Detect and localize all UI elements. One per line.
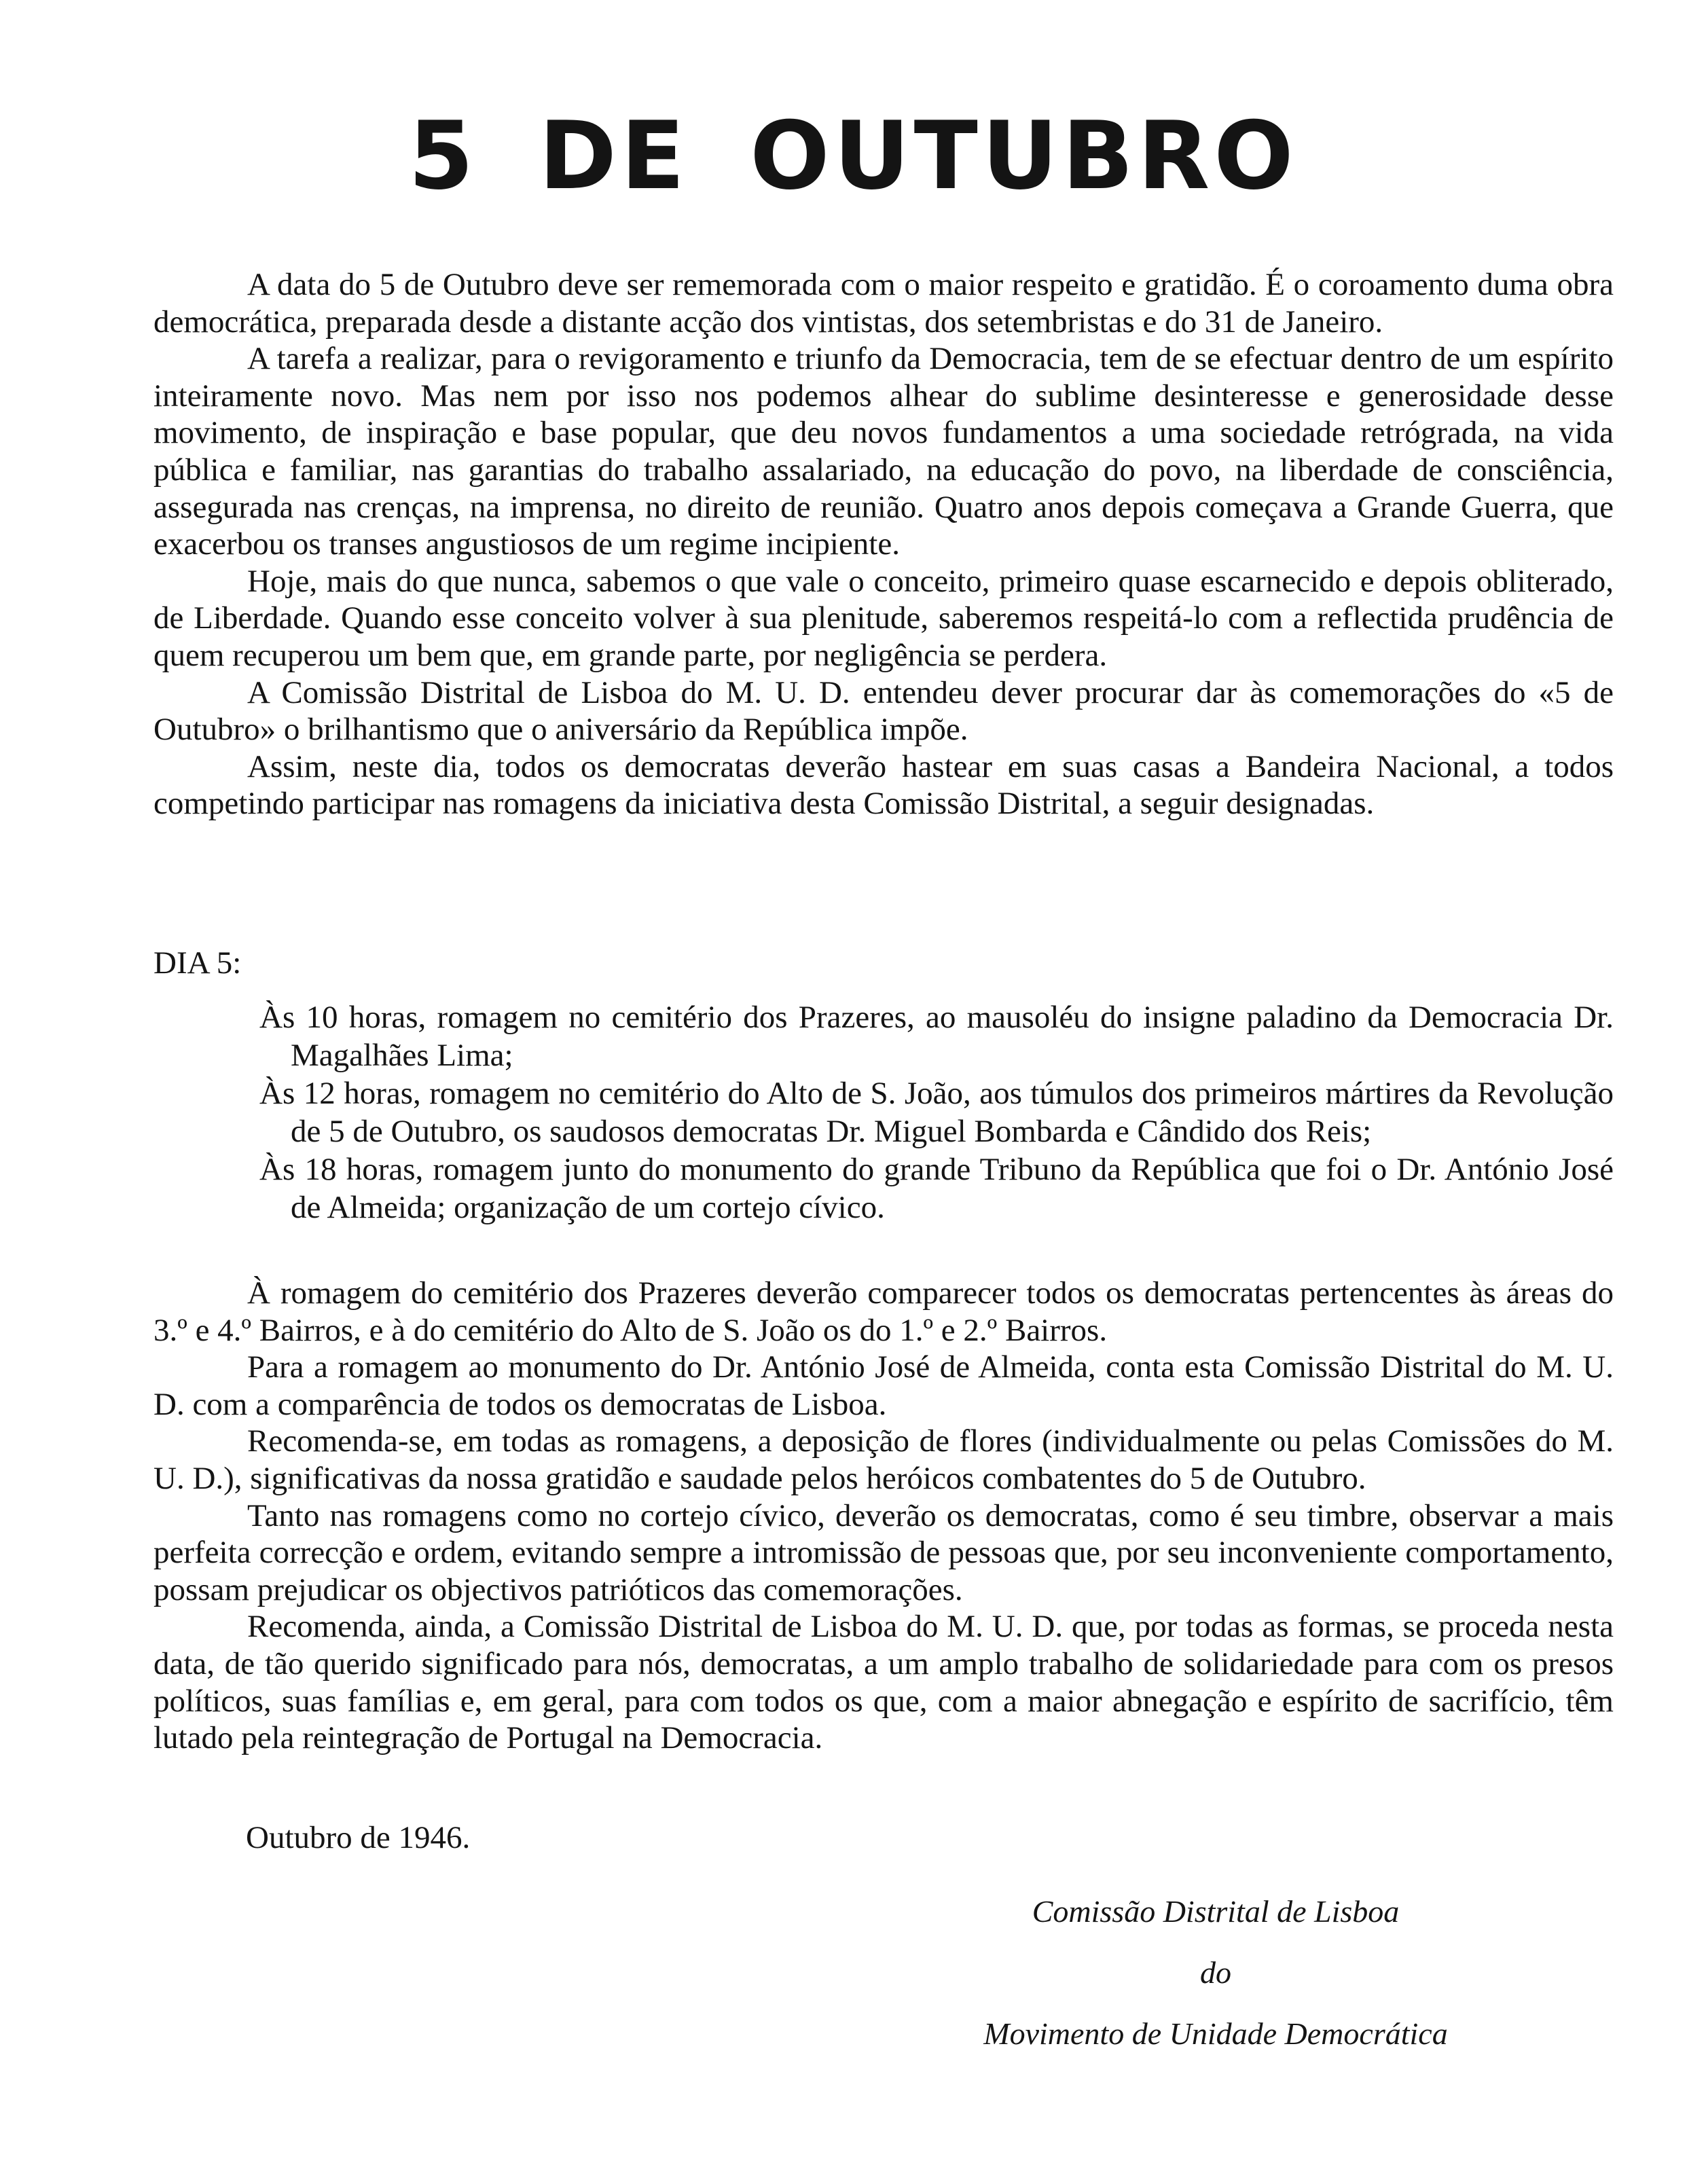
paragraph: A data do 5 de Outubro deve ser rememorada com o maior respeito e gratidão. É o coroamento duma obra democrática, preparada desde a distante acção dos vintistas, dos setembristas e do 31 de Janeiro. [153, 267, 1614, 340]
paragraph: À romagem do cemitério dos Prazeres deverão comparecer todos os democratas pertencentes às áreas do 3.º e 4.º Bairros, e à do cemitério do Alto de S. João os do 1.º e 2.º Bairros. [153, 1275, 1614, 1348]
paragraph: Recomenda, ainda, a Comissão Distrital de Lisboa do M. U. D. que, por todas as formas, se proceda nesta data, de tão querido significado para nós, democratas, a um amplo trabalho de solidariedade para com os presos políticos, suas famílias e, em geral, para com todos os que, com a maior abnegação e espírito de sacrifício, têm lutado pela reintegração de Portugal na Democracia. [153, 1609, 1614, 1756]
schedule-list [259, 998, 1614, 1226]
signature-line: Comissão Distrital de Lisboa [1032, 1894, 1400, 1929]
schedule-item: Às 12 horas, romagem no cemitério do Alto de S. João, aos túmulos dos primeiros mártires da Revolução de 5 de Outubro, os saudosos democratas Dr. Miguel Bombarda e Cândido dos Reis; [259, 1076, 1614, 1149]
schedule-item: Às 18 horas, romagem junto do monumento do grande Tribuno da República que foi o Dr. António José de Almeida; organização de um cortejo cívico. [259, 1152, 1614, 1225]
paragraph: A tarefa a realizar, para o revigoramento e triunfo da Democracia, tem de se efectuar dentro de um espírito inteiramente novo. Mas nem por isso nos podemos alhear do sublime desinteresse e generosidade desse movimento, de inspiração e base popular, que deu novos fundamentos a uma sociedade retrógrada, na vida pública e familiar, nas garantias do trabalho assalariado, na educação do povo, na liberdade de consciência, assegurada nas crenças, na imprensa, no direito de reunião. Quatro anos depois começava a Grande Guerra, que exacerbou os transes angustiosos de um regime incipiente. [153, 341, 1614, 562]
signature-line: Movimento de Unidade Democrática [983, 2016, 1448, 2051]
paragraph: Hoje, mais do que nunca, sabemos o que vale o conceito, primeiro quase escarnecido e depois obliterado, de Liberdade. Quando esse conceito volver à sua plenitude, saberemos respeitá-lo com a reflectida prudência de quem recuperou um bem que, em grande parte, por negligência se perdera. [153, 563, 1614, 673]
page-title: 5 DE OUTUBRO [408, 101, 1298, 211]
closing-section [153, 1275, 1614, 1757]
signature-block [910, 1881, 1521, 2064]
paragraph: Assim, neste dia, todos os democratas deverão hastear em suas casas a Bandeira Nacional, a todos competindo participar nas romagens da iniciativa desta Comissão Distrital, a seguir designadas. [153, 748, 1614, 822]
paragraph: A Comissão Distrital de Lisboa do M. U. D. entendeu dever procurar dar às comemorações do «5 de Outubro» o brilhantismo que o aniversário da República impõe. [153, 674, 1614, 748]
day-heading: DIA 5: [153, 945, 242, 981]
intro-section [153, 266, 1614, 822]
date-line: Outubro de 1946. [246, 1820, 471, 1855]
paragraph: Tanto nas romagens como no cortejo cívico, deverão os democratas, como é seu timbre, observar a mais perfeita correcção e ordem, evitando sempre a intromissão de pessoas que, por seu inconveniente comportamento, possam prejudicar os objectivos patrióticos das comemorações. [153, 1497, 1614, 1607]
schedule-item: Às 10 horas, romagem no cemitério dos Prazeres, ao mausoléu do insigne paladino da Democracia Dr. Magalhães Lima; [259, 1000, 1614, 1073]
paragraph: Para a romagem ao monumento do Dr. António José de Almeida, conta esta Comissão Distrital do M. U. D. com a comparência de todos os democratas de Lisboa. [153, 1349, 1614, 1422]
paragraph: Recomenda-se, em todas as romagens, a deposição de flores (individualmente ou pelas Comissões do M. U. D.), significativas da nossa gratidão e saudade pelos heróicos combatentes do 5 de Outubro. [153, 1423, 1614, 1496]
signature-line: do [1200, 1955, 1231, 1990]
